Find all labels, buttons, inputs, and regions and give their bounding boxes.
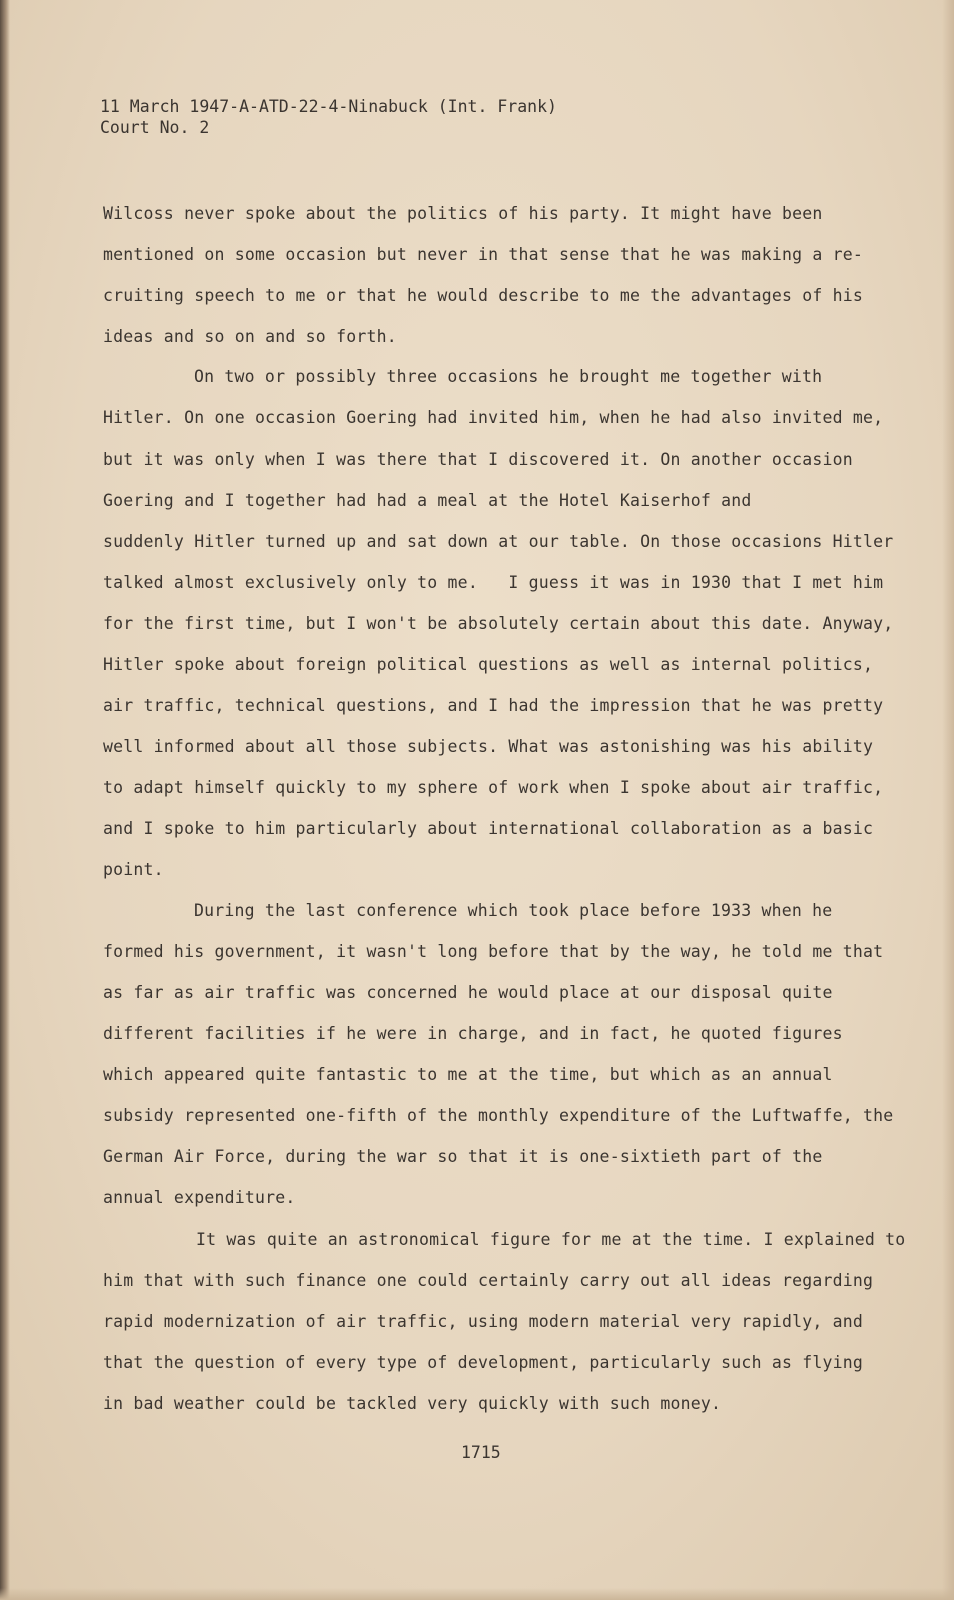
body-line: On two or possibly three occasions he brought me together with: [194, 367, 823, 386]
body-line: Hitler. On one occasion Goering had invited him, when he had also invited me,: [103, 408, 884, 427]
body-line: in bad weather could be tackled very quickly with such money.: [103, 1394, 722, 1413]
body-line: point.: [103, 860, 164, 879]
body-line: annual expenditure.: [103, 1188, 296, 1207]
body-line: subsidy represented one-fifth of the monthly expenditure of the Luftwaffe, the: [103, 1106, 894, 1125]
body-line: as far as air traffic was concerned he would place at our disposal quite: [103, 983, 833, 1002]
body-line: talked almost exclusively only to me. I guess it was in 1930 that I met him: [103, 573, 884, 592]
body-line: well informed about all those subjects. What was astonishing was his ability: [103, 737, 874, 756]
body-line: formed his government, it wasn't long before that by the way, he told me that: [103, 942, 884, 961]
body-line: mentioned on some occasion but never in that sense that he was making a re-: [103, 245, 864, 264]
body-line: ideas and so on and so forth.: [103, 327, 397, 346]
body-line: but it was only when I was there that I discovered it. On another occasion: [103, 450, 853, 469]
body-line: him that with such finance one could certainly carry out all ideas regarding: [103, 1271, 874, 1290]
body-line: air traffic, technical questions, and I had the impression that he was pretty: [103, 696, 884, 715]
body-line: During the last conference which took place before 1933 when he: [194, 901, 833, 920]
body-line: It was quite an astronomical figure for me at the time. I explained to: [196, 1230, 906, 1249]
page-bottom-edge: [0, 1588, 954, 1600]
body-line: that the question of every type of development, particularly such as flying: [103, 1353, 864, 1372]
page-right-edge: [942, 0, 954, 1600]
body-line: cruiting speech to me or that he would describe to me the advantages of his: [103, 286, 864, 305]
body-line: to adapt himself quickly to my sphere of work when I spoke about air traffic,: [103, 778, 884, 797]
header-date-line: 11 March 1947-A-ATD-22-4-Ninabuck (Int. Frank): [100, 97, 557, 116]
page-left-edge: [0, 0, 10, 1600]
document-header: [100, 96, 557, 138]
body-line: rapid modernization of air traffic, using modern material very rapidly, and: [103, 1312, 864, 1331]
body-line: suddenly Hitler turned up and sat down at our table. On those occasions Hitler: [103, 532, 894, 551]
body-line: and I spoke to him particularly about international collaboration as a basic: [103, 819, 874, 838]
body-line: Hitler spoke about foreign political questions as well as internal politics,: [103, 655, 874, 674]
body-line: different facilities if he were in charge, and in fact, he quoted figures: [103, 1024, 843, 1043]
body-line: German Air Force, during the war so that it is one-sixtieth part of the: [103, 1147, 823, 1166]
page-number: 1715: [461, 1443, 501, 1462]
body-line: Wilcoss never spoke about the politics of his party. It might have been: [103, 204, 823, 223]
header-court-line: Court No. 2: [100, 118, 210, 137]
body-line: Goering and I together had had a meal at the Hotel Kaiserhof and: [103, 491, 752, 510]
body-line: which appeared quite fantastic to me at the time, but which as an annual: [103, 1065, 833, 1084]
body-line: for the first time, but I won't be absolutely certain about this date. Anyway,: [103, 614, 894, 633]
